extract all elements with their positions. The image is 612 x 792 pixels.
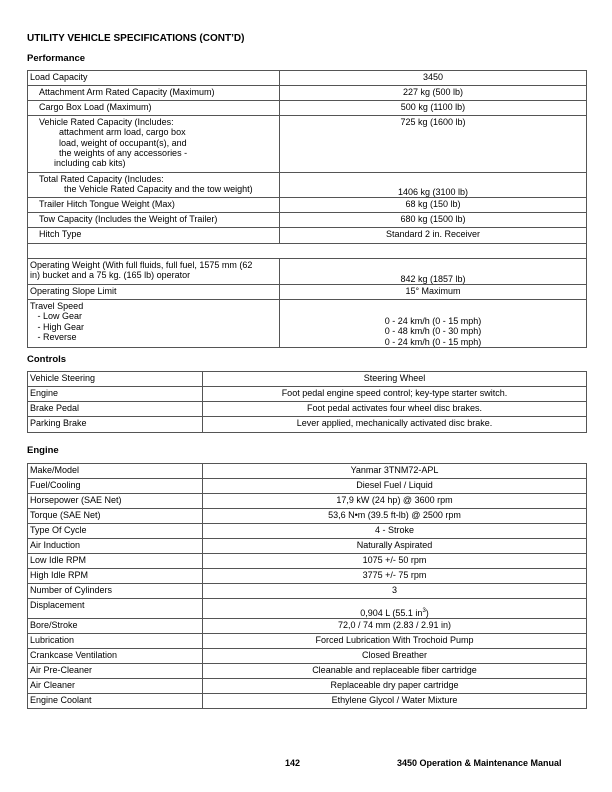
spec-value: 3450 [280, 71, 587, 86]
table-row [28, 479, 587, 494]
spec-value: Replaceable dry paper cartridge [203, 679, 587, 694]
spec-label: Displacement [28, 599, 203, 619]
table-row [28, 539, 587, 554]
spec-label: Tow Capacity (Includes the Weight of Trailer) [28, 213, 280, 228]
spec-value: 1406 kg (3100 lb) [280, 173, 587, 198]
table-row [28, 300, 587, 348]
table-row [28, 634, 587, 649]
spec-label: Total Rated Capacity (Includes: the Vehicle Rated Capacity and the tow weight) [28, 173, 280, 198]
spec-label: Hitch Type [28, 228, 280, 244]
spec-value: Closed Breather [203, 649, 587, 664]
spec-value [203, 599, 587, 619]
table-row [28, 694, 587, 709]
table-row [28, 494, 587, 509]
manual-title: 3450 Operation & Maintenance Manual [397, 758, 562, 768]
spec-label: Torque (SAE Net) [28, 509, 203, 524]
spec-label: Operating Slope Limit [28, 285, 280, 300]
spec-value: Ethylene Glycol / Water Mixture [203, 694, 587, 709]
table-row [28, 599, 587, 619]
spec-label: Air Cleaner [28, 679, 203, 694]
spec-value: Lever applied, mechanically activated disc brake. [203, 417, 587, 433]
controls-table [27, 371, 587, 433]
spec-value: 3 [203, 584, 587, 599]
table-row [28, 584, 587, 599]
spec-label: Parking Brake [28, 417, 203, 433]
spec-value: 842 kg (1857 lb) [280, 259, 587, 285]
spec-label: Travel Speed - Low Gear - High Gear - Reverse [28, 300, 280, 348]
spec-value: 68 kg (150 lb) [280, 198, 587, 213]
table-row [28, 664, 587, 679]
spec-label: Load Capacity [28, 71, 280, 86]
table-row [28, 464, 587, 479]
spec-value: Foot pedal engine speed control; key-type starter switch. [203, 387, 587, 402]
table-row [28, 173, 587, 198]
performance-table [27, 70, 587, 348]
table-row [28, 417, 587, 433]
spec-value: Steering Wheel [203, 372, 587, 387]
performance-heading: Performance [27, 53, 86, 64]
controls-heading: Controls [27, 354, 67, 365]
spec-value: Forced Lubrication With Trochoid Pump [203, 634, 587, 649]
blank-row [28, 244, 587, 259]
spec-label: Type Of Cycle [28, 524, 203, 539]
spec-label: Vehicle Rated Capacity (Includes: attachment arm load, cargo box load, weight of occupant(s), and the weights of any accessories - including cab kits) [28, 116, 280, 173]
spec-value: 3775 +/- 75 rpm [203, 569, 587, 584]
spec-label: Brake Pedal [28, 402, 203, 417]
page-title: UTILITY VEHICLE SPECIFICATIONS (CONT’D) [27, 33, 245, 44]
spec-label: Lubrication [28, 634, 203, 649]
spec-label: Crankcase Ventilation [28, 649, 203, 664]
table-row [28, 259, 587, 285]
spec-value: Cleanable and replaceable fiber cartridge [203, 664, 587, 679]
table-row [28, 509, 587, 524]
superscript: 3 [422, 607, 426, 614]
page-number: 142 [285, 758, 301, 768]
spec-label: Engine Coolant [28, 694, 203, 709]
table-row [28, 402, 587, 417]
table-row [28, 86, 587, 101]
spec-value: 680 kg (1500 lb) [280, 213, 587, 228]
spec-value: 500 kg (1100 lb) [280, 101, 587, 116]
table-row [28, 71, 587, 86]
spec-label: Cargo Box Load (Maximum) [28, 101, 280, 116]
spec-value: Diesel Fuel / Liquid [203, 479, 587, 494]
engine-heading: Engine [27, 445, 59, 456]
spec-value-suffix: ) [425, 607, 429, 618]
spec-value: 1075 +/- 50 rpm [203, 554, 587, 569]
table-row [28, 679, 587, 694]
spec-value: Foot pedal activates four wheel disc brakes. [203, 402, 587, 417]
table-row [28, 213, 587, 228]
table-row [28, 649, 587, 664]
spec-label: Trailer Hitch Tongue Weight (Max) [28, 198, 280, 213]
table-row [28, 569, 587, 584]
spec-label: Operating Weight (With full fluids, full fuel, 1575 mm (62 in) bucket and a 75 kg. (165 lb) operator [28, 259, 280, 285]
spec-label: Vehicle Steering [28, 372, 203, 387]
table-row [28, 101, 587, 116]
engine-table [27, 463, 587, 709]
table-row [28, 116, 587, 173]
spec-value: 227 kg (500 lb) [280, 86, 587, 101]
table-row [28, 372, 587, 387]
spec-label: Air Induction [28, 539, 203, 554]
spec-label: Bore/Stroke [28, 619, 203, 634]
spec-value: 0 - 24 km/h (0 - 15 mph) 0 - 48 km/h (0 - 30 mph) 0 - 24 km/h (0 - 15 mph) [280, 300, 587, 348]
spec-value: Standard 2 in. Receiver [280, 228, 587, 244]
table-row [28, 524, 587, 539]
spec-label: Number of Cylinders [28, 584, 203, 599]
spec-value: Naturally Aspirated [203, 539, 587, 554]
spec-value: 17,9 kW (24 hp) @ 3600 rpm [203, 494, 587, 509]
spec-value: Yanmar 3TNM72-APL [203, 464, 587, 479]
spec-value: 4 - Stroke [203, 524, 587, 539]
spec-label: Low Idle RPM [28, 554, 203, 569]
spec-label: Fuel/Cooling [28, 479, 203, 494]
table-row [28, 244, 587, 259]
table-row [28, 619, 587, 634]
table-row [28, 285, 587, 300]
table-row [28, 387, 587, 402]
table-row [28, 228, 587, 244]
spec-value: 53,6 N•m (39.5 ft-lb) @ 2500 rpm [203, 509, 587, 524]
spec-value-text: 0,904 L (55.1 in [360, 607, 423, 618]
spec-label: Engine [28, 387, 203, 402]
table-row [28, 554, 587, 569]
table-row [28, 198, 587, 213]
spec-value: 72,0 / 74 mm (2.83 / 2.91 in) [203, 619, 587, 634]
spec-label: High Idle RPM [28, 569, 203, 584]
spec-label: Air Pre-Cleaner [28, 664, 203, 679]
spec-label: Make/Model [28, 464, 203, 479]
spec-value: 15° Maximum [280, 285, 587, 300]
spec-label: Horsepower (SAE Net) [28, 494, 203, 509]
spec-value: 725 kg (1600 lb) [280, 116, 587, 173]
spec-label: Attachment Arm Rated Capacity (Maximum) [28, 86, 280, 101]
